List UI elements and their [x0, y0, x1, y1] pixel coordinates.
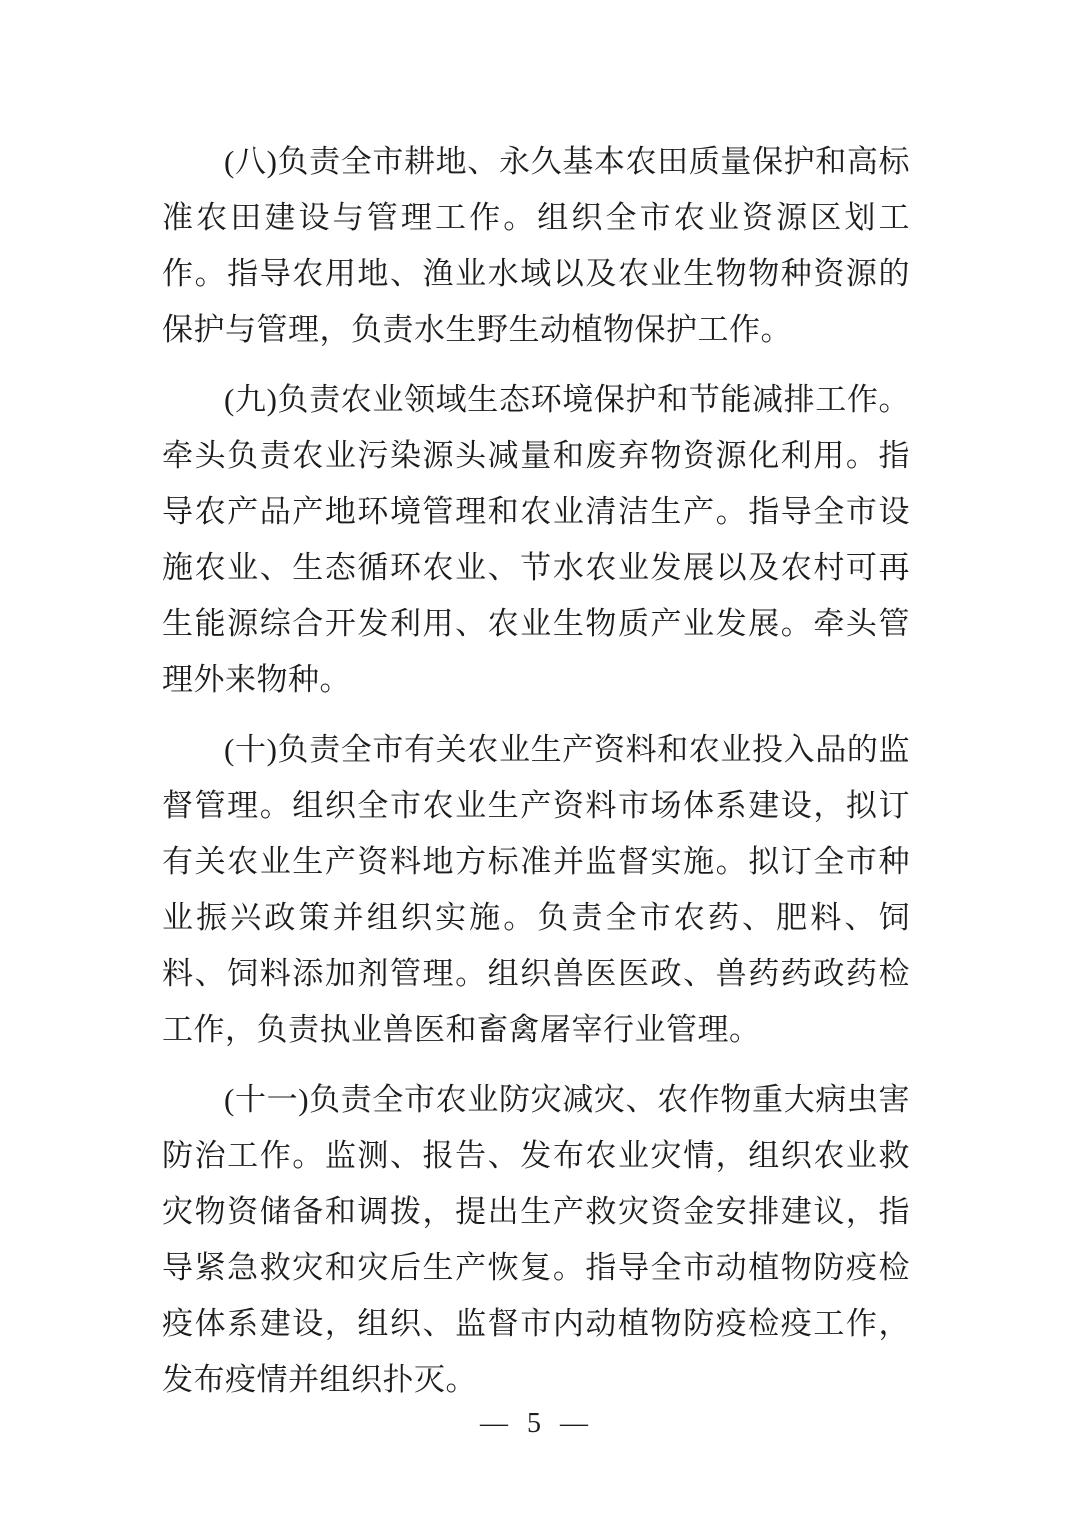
paragraph-item-8: (八)负责全市耕地、永久基本农田质量保护和高标准农田建设与管理工作。组织全市农业资源区划工作。指导农用地、渔业水域以及农业生物物种资源的保护与管理，负责水生野生动植物保护工作。 [162, 144, 910, 347]
page-number: — 5 — [480, 1408, 594, 1439]
page-footer [0, 1408, 1074, 1440]
paragraph-item-11: (十一)负责全市农业防灾减灾、农作物重大病虫害防治工作。监测、报告、发布农业灾情，组织农业救灾物资储备和调拨，提出生产救灾资金安排建议，指导紧急救灾和灾后生产恢复。指导全市动植物防疫检疫体系建设，组织、监督市内动植物防疫检疫工作，发布疫情并组织扑灭。 [162, 1082, 910, 1397]
document-body [162, 134, 910, 1422]
paragraph-item-10: (十)负责全市有关农业生产资料和农业投入品的监督管理。组织全市农业生产资料市场体系建设，拟订有关农业生产资料地方标准并监督实施。拟订全市种业振兴政策并组织实施。负责全市农药、肥料、饲料、饲料添加剂管理。组织兽医医政、兽药药政药检工作，负责执业兽医和畜禽屠宰行业管理。 [162, 732, 910, 1047]
paragraph-item-9: (九)负责农业领域生态环境保护和节能减排工作。牵头负责农业污染源头减量和废弃物资源化利用。指导农产品产地环境管理和农业清洁生产。指导全市设施农业、生态循环农业、节水农业发展以及农村可再生能源综合开发利用、农业生物质产业发展。牵头管理外来物种。 [162, 382, 910, 697]
